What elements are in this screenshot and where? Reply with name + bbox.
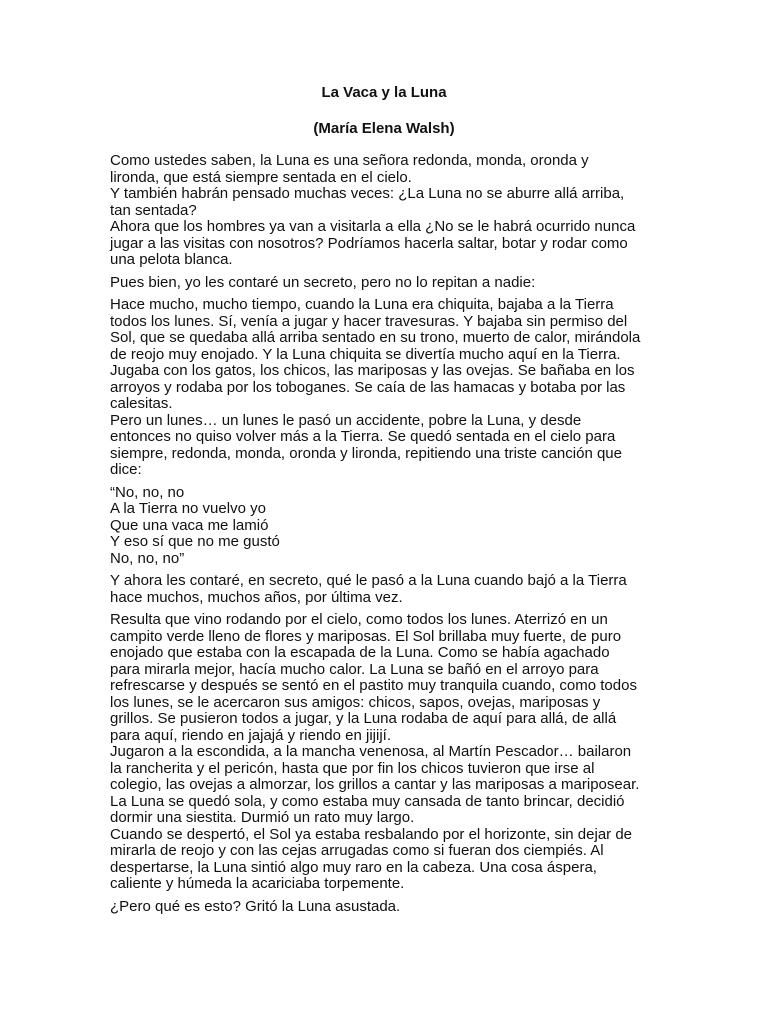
text-line: para aquí, riendo en jajajá y riendo en jijijí.: [110, 726, 392, 744]
text-line: Como ustedes saben, la Luna es una señora redonda, monda, oronda y: [110, 152, 589, 169]
document-body: [110, 153, 670, 921]
text-line: Sol, que se quedaba allá arriba sentado en su trono, muerto de calor, mirándola: [110, 329, 641, 346]
text-line: siempre, redonda, monda, oronda y lironda, repitiendo una triste canción que: [110, 444, 622, 462]
text-line: una pelota blanca.: [110, 251, 233, 268]
text-line: Jugaba con los gatos, los chicos, las mariposas y las ovejas. Se bañaba en los: [110, 362, 635, 379]
paragraph: [110, 485, 670, 568]
text-line: Pero un lunes… un lunes le pasó un accidente, pobre la Luna, y desde: [110, 411, 582, 429]
text-line: No, no, no”: [110, 549, 185, 567]
paragraph: [110, 612, 670, 893]
text-line: lironda, que está siempre sentada en el cielo.: [110, 168, 412, 186]
text-line: entonces no quiso volver más a la Tierra. Se quedó sentada en el cielo para: [110, 428, 616, 445]
text-line: jugar a las visitas con nosotros? Podríamos hacerla saltar, botar y rodar como: [110, 234, 628, 252]
text-line: los lunes, se le acercaron sus amigos: chicos, sapos, ovejas, mariposas y: [110, 693, 601, 711]
text-line: A la Tierra no vuelvo yo: [110, 500, 266, 517]
text-line: refrescarse y después se sentó en el pastito muy tranquila cuando, como todos: [110, 677, 637, 694]
text-line: Y también habrán pensado muchas veces: ¿La Luna no se aburre allá arriba,: [110, 185, 625, 202]
text-line: Hace mucho, mucho tiempo, cuando la Luna era chiquita, bajaba a la Tierra: [110, 296, 614, 313]
text-line: Y ahora les contaré, en secreto, qué le pasó a la Luna cuando bajó a la Tierra: [110, 572, 627, 589]
text-line: Que una vaca me lamió: [110, 516, 269, 534]
paragraph: [110, 899, 670, 916]
text-line: caliente y húmeda la acariciaba torpemente.: [110, 875, 405, 892]
text-line: dormir una siestita. Durmió un rato muy largo.: [110, 809, 415, 826]
text-line: grillos. Se pusieron todos a jugar, y la Luna rodaba de aquí para allá, de allá: [110, 710, 617, 727]
text-line: Resulta que vino rodando por el cielo, como todos los lunes. Aterrizó en un: [110, 611, 608, 628]
text-line: Cuando se despertó, el Sol ya estaba resbalando por el horizonte, sin dejar de: [110, 825, 633, 843]
text-line: campito verde lleno de flores y mariposas. El Sol brillaba muy fuerte, de puro: [110, 627, 622, 645]
text-line: dice:: [110, 461, 142, 478]
text-line: la rancherita y el pericón, hasta que por fin los chicos tuvieron que irse al: [110, 759, 595, 777]
text-line: de reojo muy enojado. Y la Luna chiquita se divertía mucho aquí en la Tierra.: [110, 345, 621, 363]
text-line: despertarse, la Luna sintió algo muy raro en la cabeza. Una cosa áspera,: [110, 858, 597, 876]
text-line: Jugaron a la escondida, a la mancha venenosa, al Martín Pescador… bailaron: [110, 743, 632, 760]
text-line: Y eso sí que no me gustó: [110, 533, 280, 550]
text-line: ¿Pero qué es esto? Gritó la Luna asustada.: [110, 897, 401, 915]
text-line: colegio, las ovejas a almorzar, los grillos a cantar y las mariposas a mariposear.: [110, 776, 640, 793]
paragraph: [110, 573, 670, 606]
text-line: mirarla de reojo y con las cejas arrugadas como si fueran dos ciempiés. Al: [110, 842, 604, 859]
paragraph: [110, 297, 670, 479]
text-line: todos los lunes. Sí, venía a jugar y hacer travesuras. Y bajaba sin permiso del: [110, 312, 628, 330]
text-line: “No, no, no: [110, 483, 185, 501]
document-author: (María Elena Walsh): [313, 120, 455, 137]
text-line: calesitas.: [110, 395, 173, 412]
text-line: para mirarla mejor, hacía mucho calor. La Luna se bañó en el arroyo para: [110, 660, 599, 678]
text-line: hace muchos, muchos años, por última vez.: [110, 588, 403, 606]
paragraph: [110, 153, 670, 269]
text-line: enojado que estaba con la escapada de la Luna. Como se había agachado: [110, 644, 610, 661]
text-line: La Luna se quedó sola, y como estaba muy cansada de tanto brincar, decidió: [110, 792, 625, 810]
document-title: La Vaca y la Luna: [321, 84, 447, 101]
text-line: arroyos y rodaba por los toboganes. Se caía de las hamacas y botaba por las: [110, 378, 626, 396]
text-line: tan sentada?: [110, 201, 197, 219]
text-line: Ahora que los hombres ya van a visitarla a ella ¿No se le habrá ocurrido nunca: [110, 218, 636, 235]
paragraph: [110, 275, 670, 292]
text-line: Pues bien, yo les contaré un secreto, pero no lo repitan a nadie:: [110, 273, 536, 291]
